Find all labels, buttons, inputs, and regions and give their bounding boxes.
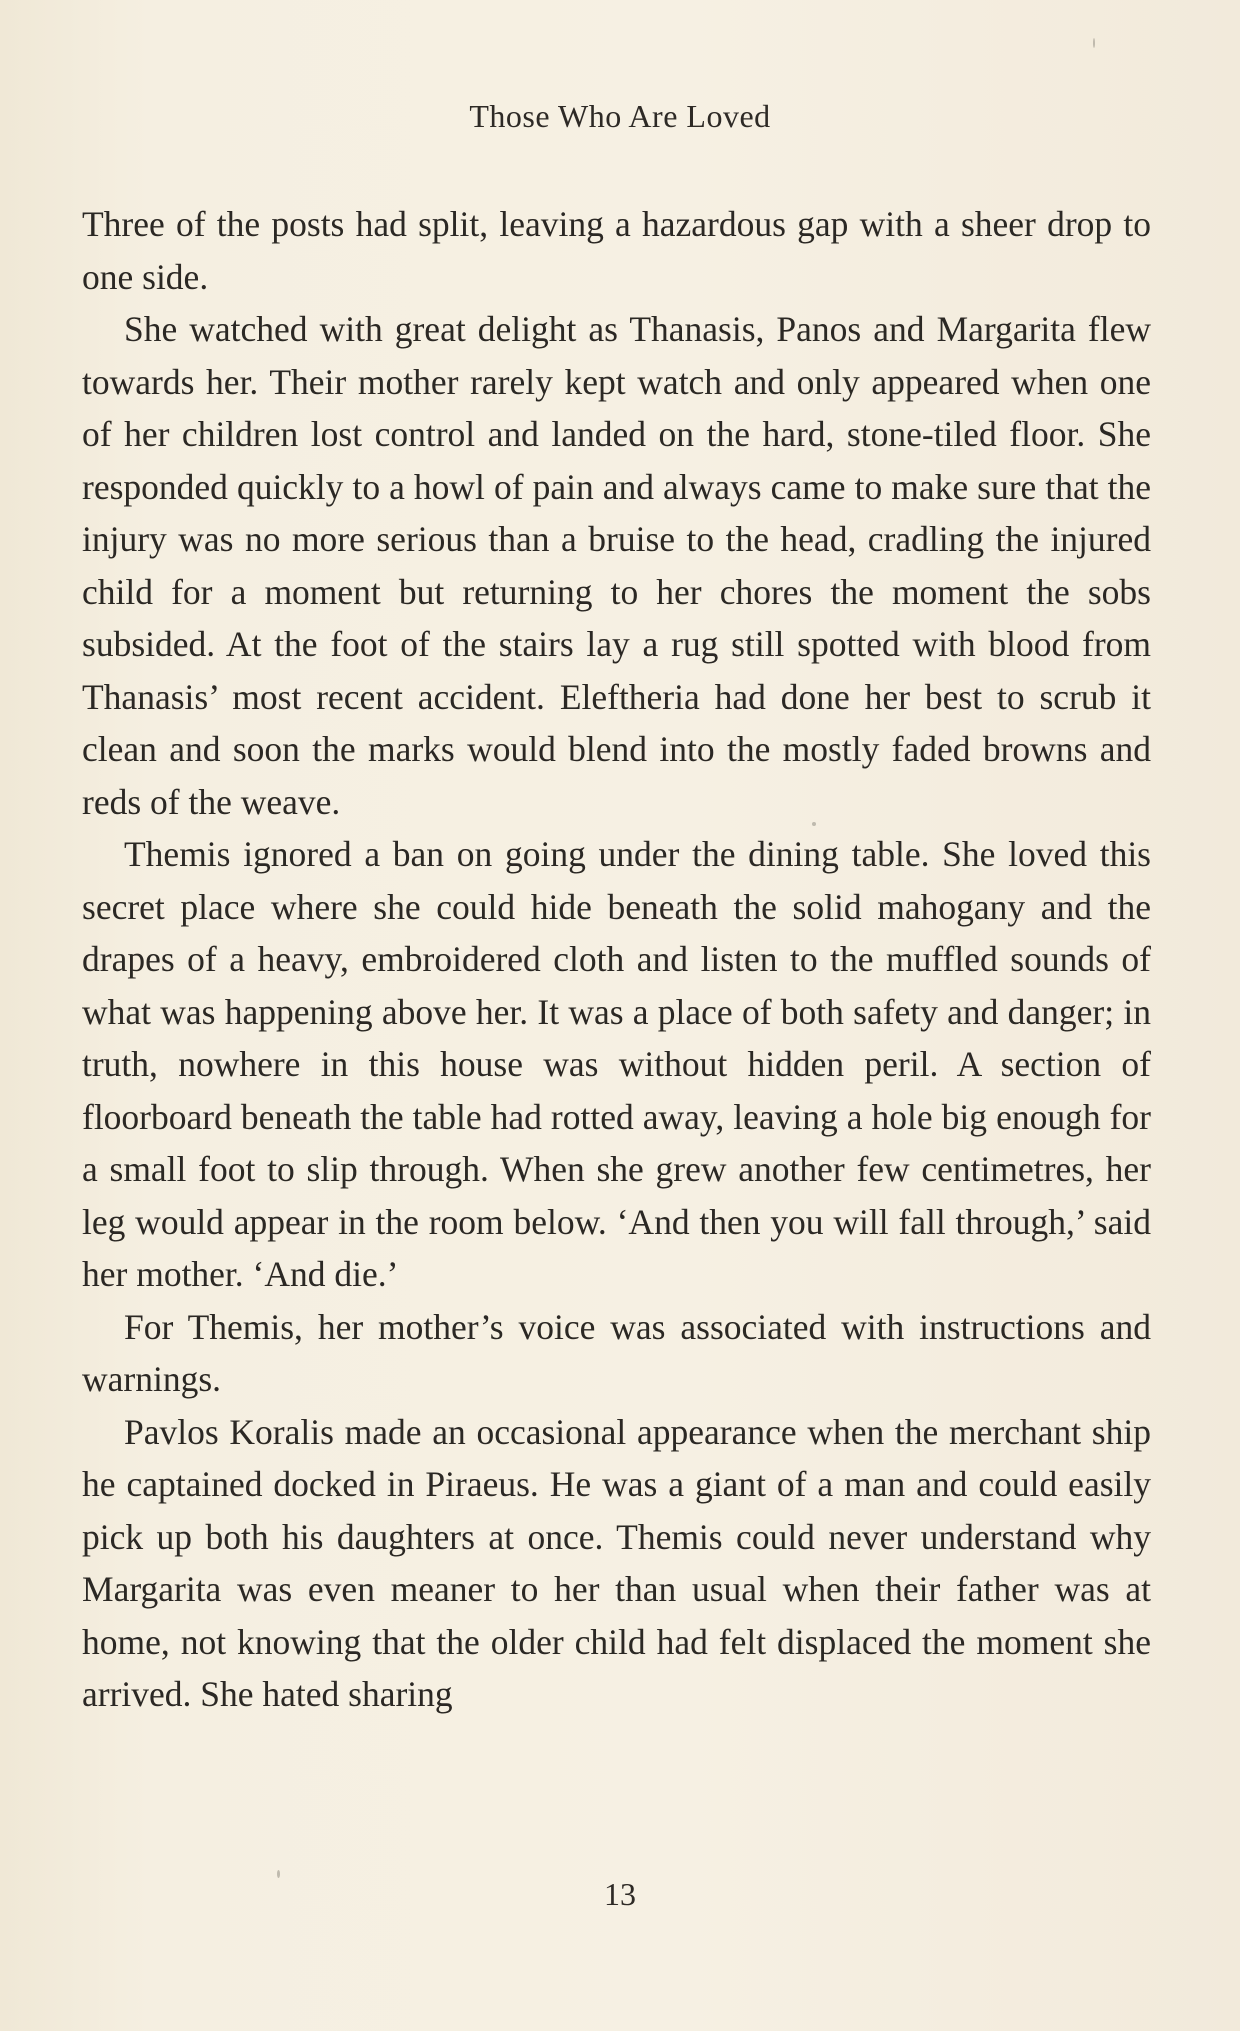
paragraph: She watched with great delight as Thanasis, Panos and Margarita flew towards her. Their mother rarely kept watch and only appeared when one of her children lost control and landed on the hard, stone-tiled floor. She responded quickly to a howl of pain and always came to make sure that the injury was no more serious than a bruise to the head, cradling the injured child for a moment but returning to her chores the moment the sobs subsided. At the foot of the stairs lay a rug still spotted with blood from Thanasis’ most recent accident. Eleftheria had done her best to scrub it clean and soon the marks would blend into the mostly faded browns and reds of the weave. — [82, 309, 1151, 822]
paper-speck — [812, 822, 816, 826]
paragraph: Three of the posts had split, leaving a hazardous gap with a sheer drop to one side. — [82, 204, 1151, 297]
body-text — [82, 198, 1151, 1721]
paragraph: Themis ignored a ban on going under the dining table. She loved this secret place where she could hide beneath the solid mahogany and the drapes of a heavy, embroidered cloth and listen to the muffled sounds of what was happening above her. It was a place of both safety and danger; in truth, nowhere in this house was without hidden peril. A section of floorboard beneath the table had rotted away, leaving a hole big enough for a small foot to slip through. When she grew another few centimetres, her leg would appear in the room below. ‘And then you will fall through,’ said her mother. ‘And die.’ — [82, 834, 1151, 1294]
page-number: 13 — [604, 1876, 636, 1912]
paper-speck — [1093, 38, 1095, 48]
paragraph: Pavlos Koralis made an occasional appearance when the merchant ship he captained docked in Piraeus. He was a giant of a man and could easily pick up both his daughters at once. Themis could never understand why Margarita was even meaner to her than usual when their father was at home, not knowing that the older child had felt displaced the moment she arrived. She hated sharing — [82, 1411, 1151, 1714]
running-title: Those Who Are Loved — [469, 98, 771, 134]
paper-speck — [277, 1870, 280, 1878]
paragraph: For Themis, her mother’s voice was associated with instructions and warnings. — [82, 1306, 1151, 1399]
